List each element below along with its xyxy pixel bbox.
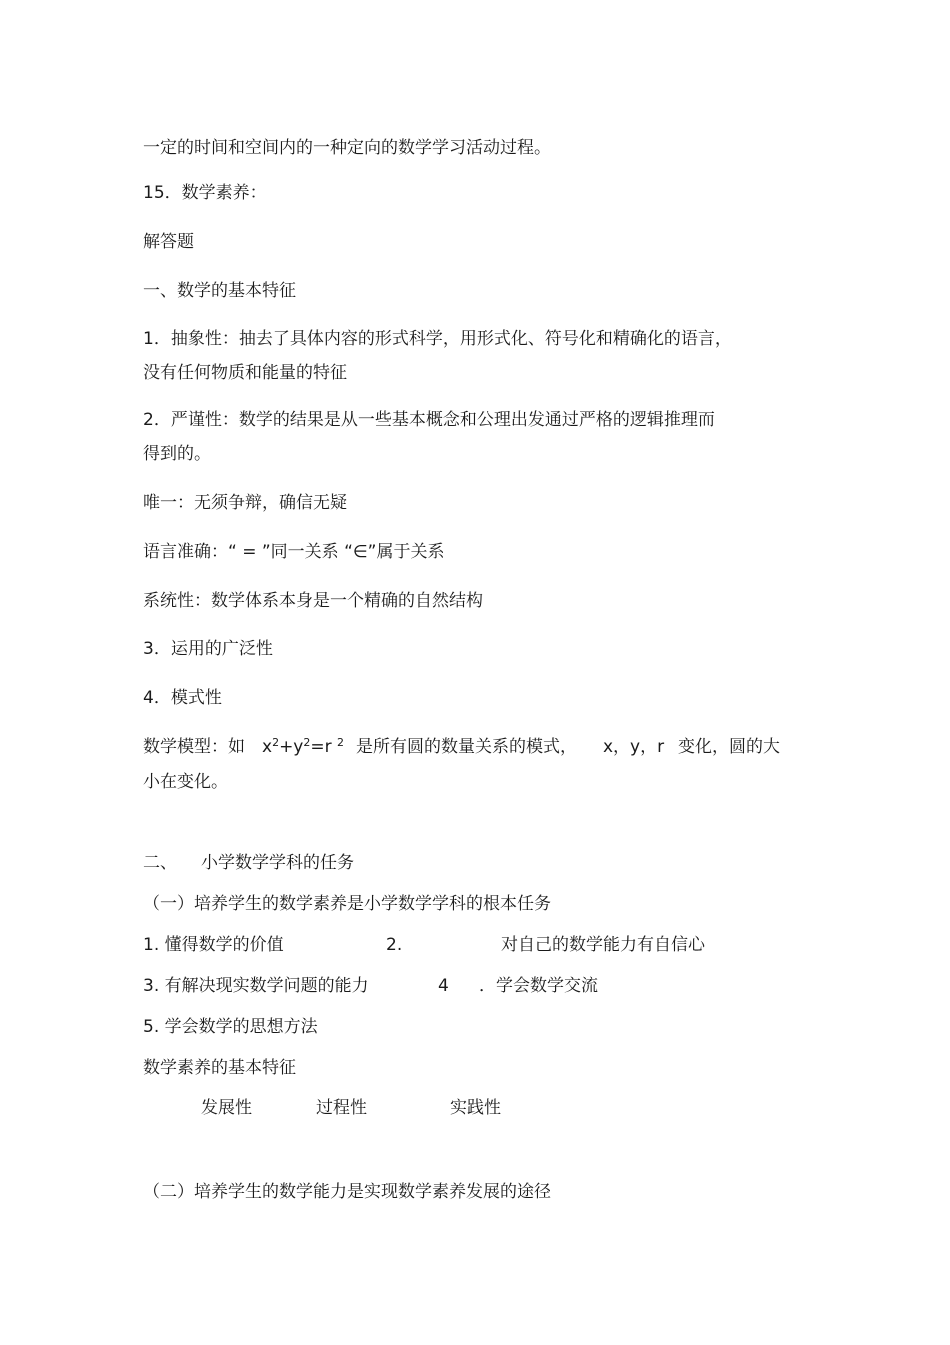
item-2-text: 2．严谨性：数学的结果是从一些基本概念和公理出发通过严格的逻辑推理而	[143, 410, 715, 430]
list-item-4-text: ．学会数学交流	[479, 976, 598, 996]
subsection-2-heading: （二）培养学生的数学能力是实现数学素养发展的途径	[143, 1182, 551, 1202]
formula-plus-y: +y	[279, 737, 304, 757]
subsection-1-heading: （一）培养学生的数学素养是小学数学学科的根本任务	[143, 894, 551, 914]
section-heading-answer-questions: 解答题	[143, 232, 194, 252]
list-row	[143, 975, 643, 997]
list-item-2-text: 对自己的数学能力有自信心	[501, 935, 705, 955]
list-row	[143, 934, 743, 956]
formula-exp-3: 2	[337, 736, 345, 749]
list-item-4-number: 4	[438, 976, 449, 996]
section-2-title: 小学数学学科的任务	[201, 853, 354, 873]
language-accuracy-line: 语言准确：“ = ”同一关系 “∈”属于关系	[143, 542, 445, 562]
feature-practice: 实践性	[450, 1098, 501, 1118]
item-3-text: 3．运用的广泛性	[143, 639, 273, 659]
text-line: 一定的时间和空间内的一种定向的数学学习活动过程。	[143, 138, 551, 158]
math-model-tail: 变化，圆的大	[678, 737, 780, 757]
features-row	[143, 1097, 543, 1119]
formula-exp-1: 2	[272, 736, 280, 749]
section-heading-2	[143, 852, 543, 874]
section-2-number: 二、	[143, 853, 177, 873]
math-model-desc: 是所有圆的数量关系的模式，	[356, 737, 577, 757]
formula	[262, 736, 344, 758]
formula-eq-r: =r	[310, 737, 332, 757]
literacy-features-heading: 数学素养的基本特征	[143, 1058, 296, 1078]
formula-x: x	[262, 737, 273, 757]
list-item-1: 1. 懂得数学的价值	[143, 935, 284, 955]
math-model-line-cont: 小在变化。	[143, 772, 228, 792]
math-model-vars: x，y，r	[603, 737, 665, 757]
feature-process: 过程性	[316, 1098, 367, 1118]
item-15-heading: 15．数学素养：	[143, 183, 267, 203]
item-2-text-cont: 得到的。	[143, 444, 211, 464]
math-model-line	[143, 736, 803, 758]
item-4-text: 4．模式性	[143, 688, 222, 708]
list-item-2-number: 2.	[386, 935, 403, 955]
math-model-prefix: 数学模型：如	[143, 737, 245, 757]
section-heading-1: 一、数学的基本特征	[143, 281, 296, 301]
uniqueness-line: 唯一：无须争辩，确信无疑	[143, 493, 347, 513]
list-item-5: 5. 学会数学的思想方法	[143, 1017, 318, 1037]
list-item-3: 3. 有解决现实数学问题的能力	[143, 976, 369, 996]
formula-exp-2: 2	[303, 736, 311, 749]
item-1-text-cont: 没有任何物质和能量的特征	[143, 363, 347, 383]
feature-development: 发展性	[201, 1098, 252, 1118]
item-1-text: 1．抽象性：抽去了具体内容的形式科学，用形式化、符号化和精确化的语言，	[143, 329, 732, 349]
systematic-line: 系统性：数学体系本身是一个精确的自然结构	[143, 591, 483, 611]
